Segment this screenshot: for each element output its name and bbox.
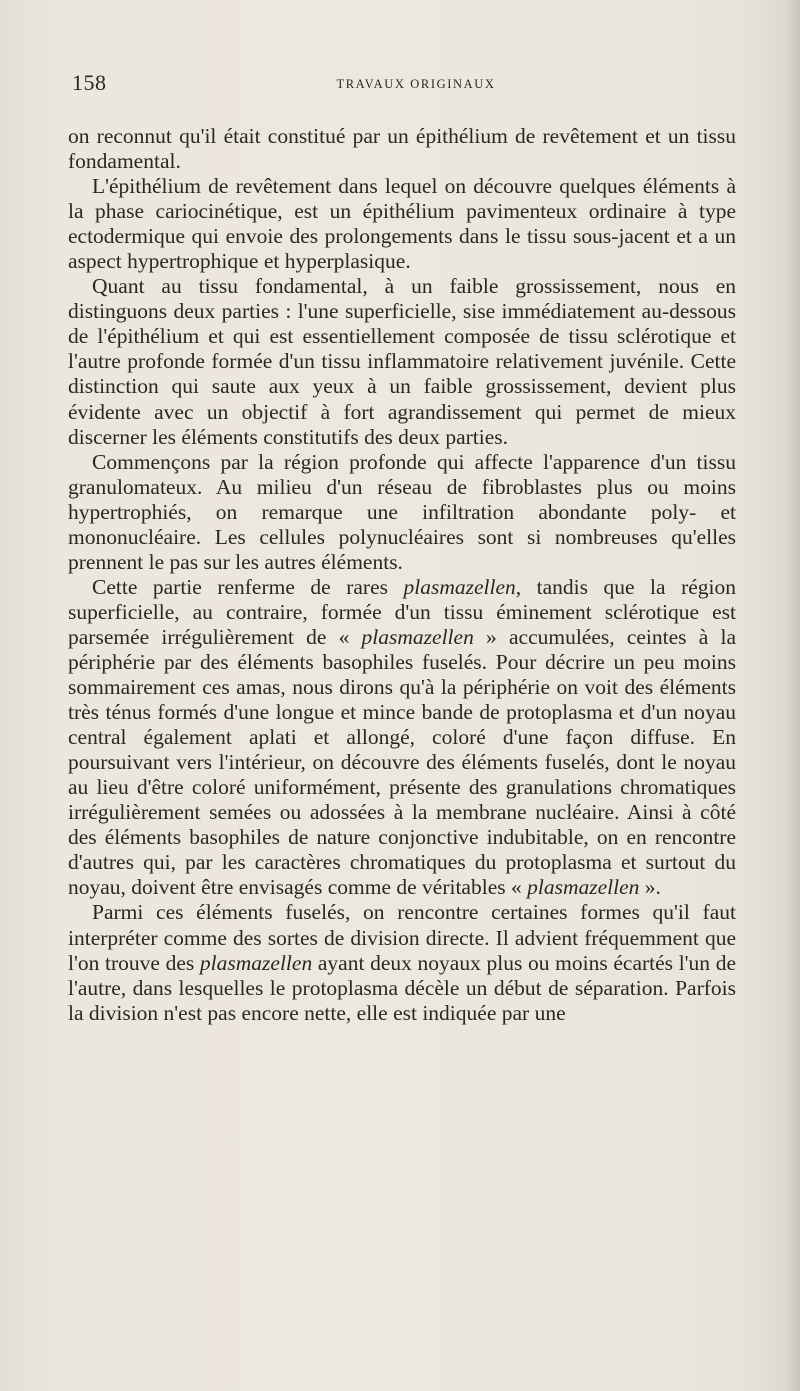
running-head: TRAVAUX ORIGINAUX: [336, 77, 496, 91]
text-run: Cette partie renferme de rares: [92, 574, 404, 599]
paragraph-5: [68, 575, 736, 901]
page-header: [68, 70, 736, 104]
text-run: , tandis que la région superficielle, au contraire, formée d'un tissu éminement sclérotique est parsemée irrégulièrement de «: [68, 574, 736, 649]
text-run: Parmi ces éléments fuselés, on rencontre certaines formes qu'il faut interpréter comme des sortes de division directe. Il advient fréquemment que l'on trouve des: [68, 900, 736, 975]
paragraph-6: [68, 900, 736, 1025]
paragraph-2: [68, 174, 736, 274]
italic-term: plasmazellen: [403, 574, 516, 599]
italic-term: plasmazellen: [527, 875, 640, 900]
paragraph-1: [68, 124, 736, 174]
italic-term: plasmazellen: [199, 950, 313, 975]
page-edge-shadow: [786, 0, 800, 1391]
text-run: ».: [639, 875, 661, 900]
paragraph-3: [68, 274, 736, 449]
paragraph-4: [68, 450, 736, 575]
text-run: Commençons par la région profonde qui affecte l'apparence d'un tissu granulomateux. Au milieu d'un réseau de fibroblastes plus ou moins hypertrophiés, on remarque une infiltration abondante poly- et mononucléaire. Les cellules polynucléaires sont si nombreuses qu'elles prennent le pas sur les autres éléments.: [68, 449, 736, 574]
body-text: [68, 124, 736, 1026]
text-run: on reconnut qu'il était constitué par un épithélium de revêtement et un tissu fondamental.: [68, 124, 736, 174]
text-run: » accumulées, ceintes à la périphérie par des éléments basophiles fuselés. Pour décrire un peu moins sommairement ces amas, nous dirons qu'à la périphérie on voit des éléments très ténus formés d'une longue et mince bande de protoplasma et d'un noyau central également aplati et allongé, coloré d'une façon diffuse. En poursuivant vers l'intérieur, on découvre des éléments fuselés, dont le noyau au lieu d'être coloré uniformément, présente des granulations chromatiques irrégulièrement semées ou adossées à la membrane nucléaire. Ainsi à côté des éléments basophiles de nature conjonctive indubitable, on en rencontre d'autres qui, par les caractères chromatiques du protoplasma et surtout du noyau, doivent être envisagés comme de véritables «: [68, 624, 736, 900]
text-run: L'épithélium de revêtement dans lequel on découvre quelques éléments à la phase cariocinétique, est un épithélium pavimenteux ordinaire à type ectodermique qui envoie des prolongements dans le tissu sous-jacent et a un aspect hypertrophique et hyperplasique.: [68, 174, 736, 274]
page-number: 158: [72, 70, 107, 95]
italic-term: plasmazellen: [361, 624, 474, 649]
text-run: Quant au tissu fondamental, à un faible grossissement, nous en distinguons deux parties : l'une superficielle, sise immédiatement au-dessous de l'épithélium et qui est essentiellement composée de tissu sclérotique et l'autre profonde formée d'un tissu inflammatoire relativement juvénile. Cette distinction qui saute aux yeux à un faible grossissement, devient plus évidente avec un objectif à fort agrandissement qui permet de mieux discerner les éléments constitutifs des deux parties.: [68, 274, 736, 449]
text-run: ayant deux noyaux plus ou moins écartés l'un de l'autre, dans lesquelles le protoplasma décèle un début de séparation. Parfois la division n'est pas encore nette, elle est indiquée par une: [68, 950, 737, 1025]
